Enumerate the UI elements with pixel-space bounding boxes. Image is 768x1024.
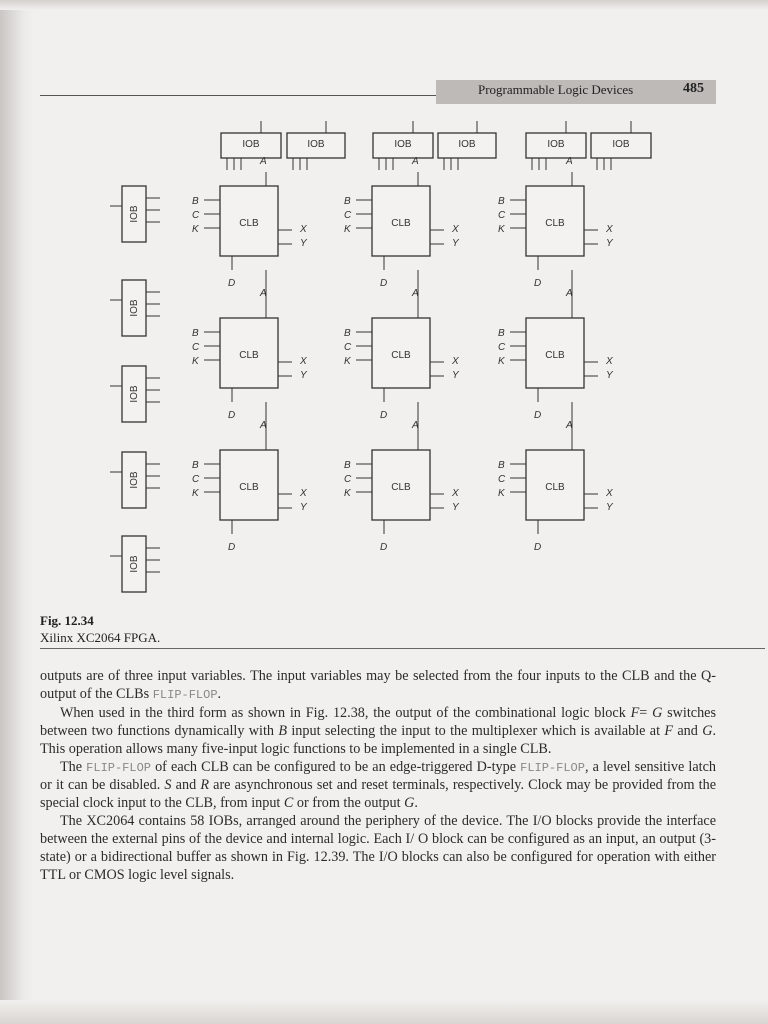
- paragraph-4: The XC2064 contains 58 IOBs, arranged around the periphery of the device. The I/O blocks provide the interface between the external pins of the device and internal logic. Each I/ O block can be configured as an input, an output (3-state) or a bidirectional buffer as shown in Fig. 12.39. The I/O blocks can also be configured for operation with either TTL or CMOS logic level signals.: [40, 813, 716, 883]
- clb-input-pin-label: C: [344, 210, 352, 221]
- clb-output-pin-label: Y: [606, 370, 613, 381]
- small-caps-term: FLIP-FLOP: [152, 687, 218, 702]
- text-run: When used in the third form as shown in Fig. 12.38, the output of the combinational logic block: [60, 704, 631, 721]
- clb-input-pin-label: K: [344, 488, 351, 499]
- clb-a-pin-label: A: [566, 288, 573, 299]
- iob-label: IOB: [129, 555, 140, 573]
- clb-input-pin-label: C: [192, 210, 200, 221]
- clb-a-pin-label: A: [566, 156, 573, 167]
- clb-input-pin-label: B: [498, 460, 505, 471]
- small-caps-term: FLIP-FLOP: [520, 760, 585, 775]
- clb-output-pin-label: Y: [606, 238, 613, 249]
- iob-label: IOB: [129, 385, 140, 403]
- math-var: R: [200, 777, 209, 794]
- clb-d-pin-label: D: [380, 278, 388, 289]
- clb-label: CLB: [239, 218, 259, 229]
- clb-output-pin-label: X: [606, 488, 613, 499]
- page-number: 485: [683, 81, 704, 96]
- iob-label: IOB: [307, 139, 325, 150]
- clb-d-pin-label: D: [380, 410, 388, 421]
- iob-label: IOB: [129, 299, 140, 317]
- clb-input-pin-label: K: [192, 488, 199, 499]
- clb-label: CLB: [391, 350, 411, 361]
- clb-input-pin-label: K: [498, 488, 505, 499]
- clb-input-pin-label: C: [192, 474, 200, 485]
- clb-input-pin-label: K: [344, 356, 351, 367]
- clb-a-pin-label: A: [412, 156, 419, 167]
- math-var: F: [664, 722, 674, 739]
- clb-output-pin-label: X: [300, 488, 307, 499]
- clb-d-pin-label: D: [534, 278, 542, 289]
- clb-input-pin-label: C: [344, 342, 352, 353]
- small-caps-term: FLIP-FLOP: [86, 760, 151, 775]
- caption-rule: [40, 648, 765, 649]
- clb-output-pin-label: Y: [300, 502, 307, 513]
- math-var: G: [404, 795, 415, 812]
- clb-input-pin-label: B: [344, 460, 351, 471]
- clb-label: CLB: [545, 218, 565, 229]
- iob-label: IOB: [394, 139, 412, 150]
- text-run: and: [673, 722, 703, 739]
- clb-a-pin-label: A: [412, 288, 419, 299]
- body-text: [40, 668, 716, 885]
- clb-input-pin-label: K: [192, 224, 199, 235]
- paragraph-1: [40, 668, 716, 705]
- clb-label: CLB: [239, 350, 259, 361]
- clb-input-pin-label: C: [498, 210, 506, 221]
- clb-output-pin-label: Y: [300, 370, 307, 381]
- figure-caption: Xilinx XC2064 FPGA.: [40, 630, 161, 645]
- running-header-title: Programmable Logic Devices: [478, 82, 634, 97]
- clb-a-pin-label: A: [260, 420, 267, 431]
- clb-output-pin-label: X: [606, 224, 613, 235]
- text-run: or from the output: [293, 795, 405, 812]
- iob-label: IOB: [242, 139, 260, 150]
- clb-input-pin-label: C: [344, 474, 352, 485]
- text-run: switches between two functions dynamically with: [40, 704, 716, 739]
- text-run: are asynchronous set and reset terminals, respectively. Clock may be provided from the special clock input to the CLB, from input: [40, 777, 717, 812]
- clb-a-pin-label: A: [566, 420, 573, 431]
- figure-label: Fig. 12.34: [40, 613, 94, 628]
- clb-d-pin-label: D: [534, 410, 542, 421]
- math-var: F: [630, 704, 640, 721]
- clb-input-pin-label: C: [498, 474, 506, 485]
- math-var: C: [283, 795, 294, 812]
- clb-input-pin-label: K: [344, 224, 351, 235]
- clb-label: CLB: [545, 482, 565, 493]
- clb-output-pin-label: Y: [452, 502, 459, 513]
- clb-input-pin-label: B: [192, 196, 199, 207]
- clb-label: CLB: [239, 482, 259, 493]
- iob-label: IOB: [612, 139, 630, 150]
- clb-output-pin-label: X: [300, 356, 307, 367]
- clb-output-pin-label: Y: [452, 238, 459, 249]
- clb-d-pin-label: D: [534, 542, 542, 553]
- iob-label: IOB: [458, 139, 476, 150]
- text-run: , a level sensitive latch or it can be disabled.: [40, 758, 717, 794]
- paragraph-3: [40, 759, 716, 814]
- clb-output-pin-label: Y: [606, 502, 613, 513]
- clb-input-pin-label: B: [192, 328, 199, 339]
- clb-output-pin-label: Y: [452, 370, 459, 381]
- clb-input-pin-label: C: [498, 342, 506, 353]
- clb-output-pin-label: X: [300, 224, 307, 235]
- clb-label: CLB: [391, 218, 411, 229]
- text-run: The: [60, 758, 87, 775]
- clb-a-pin-label: A: [260, 288, 267, 299]
- clb-input-pin-label: K: [498, 356, 505, 367]
- clb-d-pin-label: D: [228, 278, 236, 289]
- text-run: input selecting the input to the multiplexer which is available at: [287, 722, 665, 739]
- clb-input-pin-label: B: [344, 328, 351, 339]
- clb-input-pin-label: B: [344, 196, 351, 207]
- clb-input-pin-label: K: [498, 224, 505, 235]
- clb-output-pin-label: Y: [300, 238, 307, 249]
- iob-label: IOB: [129, 471, 140, 489]
- clb-input-pin-label: B: [498, 196, 505, 207]
- math-var: G: [702, 722, 713, 739]
- clb-input-pin-label: B: [192, 460, 199, 471]
- math-var: S: [164, 777, 172, 794]
- clb-input-pin-label: C: [192, 342, 200, 353]
- clb-output-pin-label: X: [452, 488, 459, 499]
- clb-d-pin-label: D: [380, 542, 388, 553]
- math-var: B: [278, 722, 288, 739]
- text-run: and: [171, 777, 201, 794]
- clb-d-pin-label: D: [228, 410, 236, 421]
- clb-output-pin-label: X: [452, 356, 459, 367]
- text-run: of each CLB can be configured to be an edge-triggered D-type: [150, 758, 521, 775]
- text-run: outputs are of three input variables. The input variables may be selected from the four inputs to the CLB and the Q-output of the CLBs: [40, 668, 716, 702]
- text-run: =: [639, 704, 653, 721]
- clb-input-pin-label: B: [498, 328, 505, 339]
- math-var: G: [652, 704, 663, 721]
- clb-label: CLB: [545, 350, 565, 361]
- clb-output-pin-label: X: [452, 224, 459, 235]
- clb-input-pin-label: K: [192, 356, 199, 367]
- clb-output-pin-label: X: [606, 356, 613, 367]
- text-run: .: [217, 685, 222, 702]
- clb-label: CLB: [391, 482, 411, 493]
- clb-a-pin-label: A: [412, 420, 419, 431]
- text-run: . This operation allows many five-input logic functions to be implemented in a single CLB.: [40, 722, 716, 757]
- paragraph-2: [40, 705, 716, 759]
- clb-d-pin-label: D: [228, 542, 236, 553]
- clb-a-pin-label: A: [260, 156, 267, 167]
- iob-label: IOB: [129, 205, 140, 223]
- page-bottom-shadow: [0, 1000, 768, 1024]
- text-run: .: [414, 795, 418, 812]
- iob-label: IOB: [547, 139, 565, 150]
